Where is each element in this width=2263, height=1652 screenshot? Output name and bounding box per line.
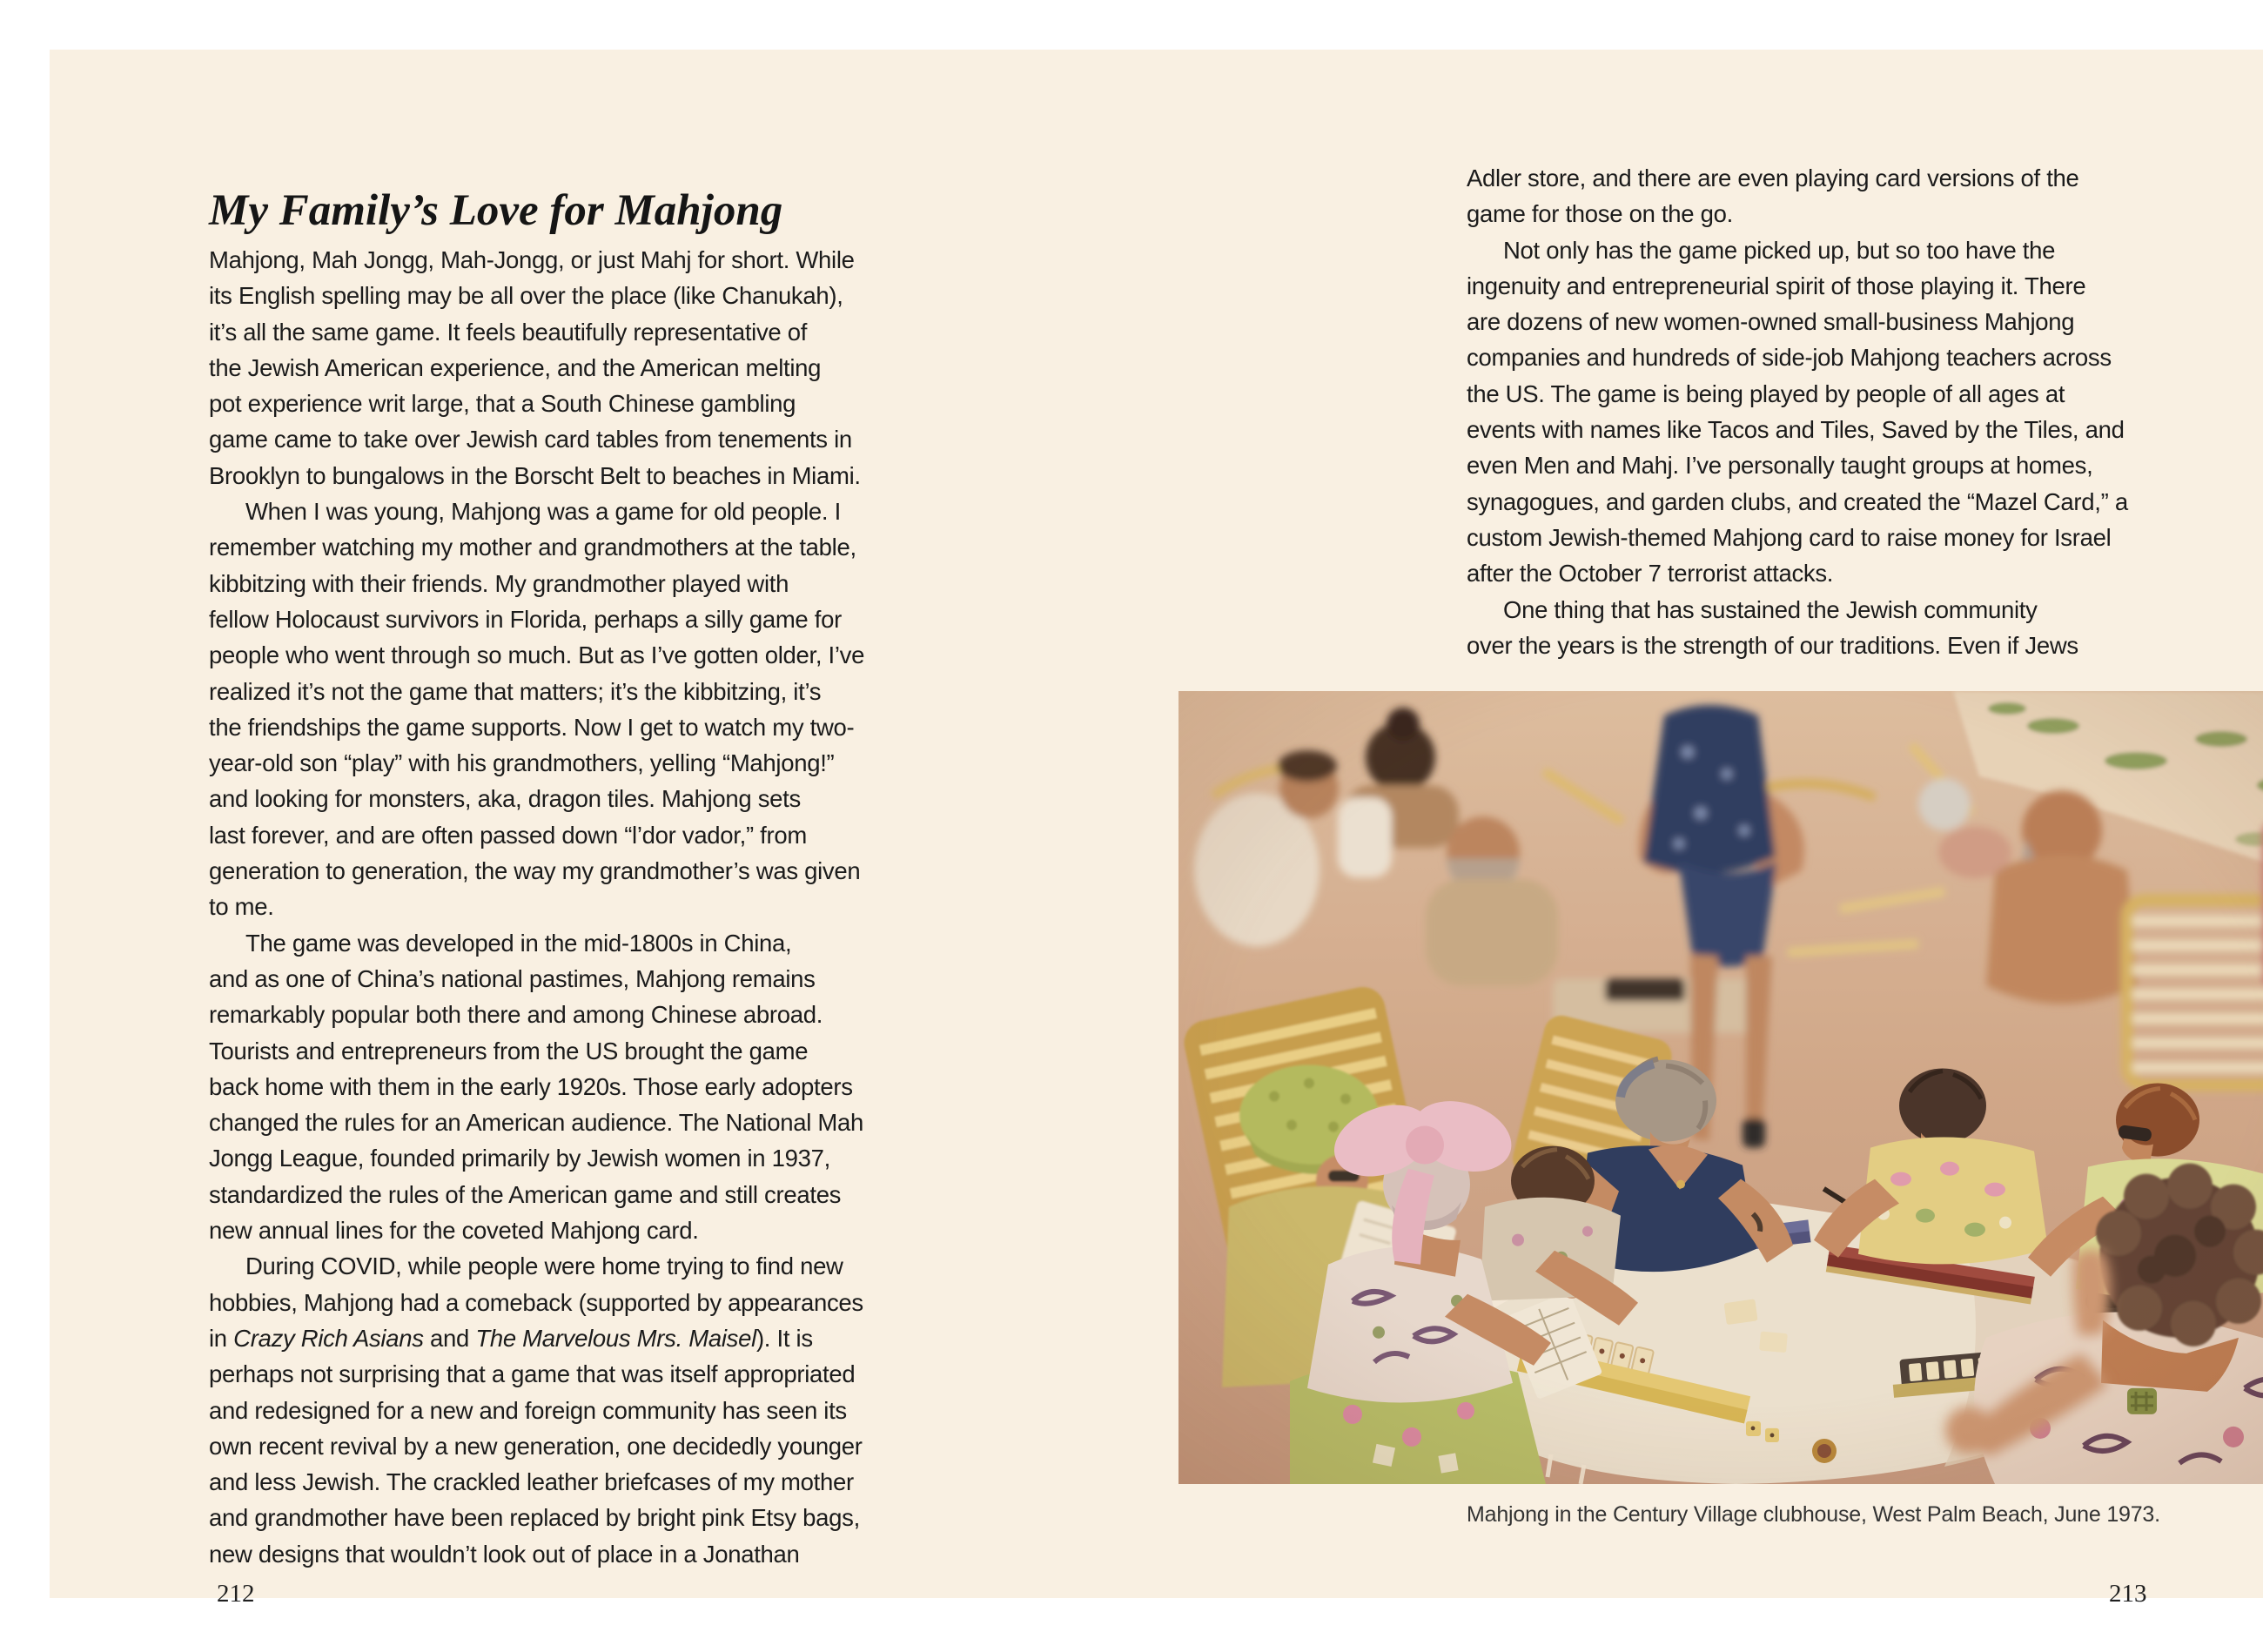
mahjong-photo: [1179, 691, 2263, 1484]
body-line: remarkably popular both there and among Chinese abroad.: [209, 1001, 823, 1029]
body-line: game came to take over Jewish card tables from tenements in: [209, 426, 852, 453]
body-line: last forever, and are often passed down “l’dor vador,” from: [209, 821, 807, 849]
body-line: are dozens of new women-owned small-business Mahjong: [1467, 308, 2075, 336]
body-paragraph: [209, 1248, 914, 1572]
body-line: Tourists and entrepreneurs from the US brought the game: [209, 1037, 809, 1064]
body-line: generation to generation, the way my grandmother’s was given: [209, 857, 861, 885]
body-line: hobbies, Mahjong had a comeback (supported by appearances: [209, 1288, 863, 1316]
body-line: new annual lines for the coveted Mahjong card.: [209, 1217, 699, 1245]
page-number-right: 213: [2109, 1580, 2147, 1608]
left-text-column: [209, 242, 914, 1572]
body-line: Adler store, and there are even playing card versions of the: [1467, 165, 2079, 191]
body-line: When I was young, Mahjong was a game for old people. I: [245, 498, 841, 526]
body-line: over the years is the strength of our traditions. Even if Jews: [1467, 631, 2078, 659]
mahjong-photo-illustration: [1179, 691, 2263, 1484]
body-line: During COVID, while people were home trying to find new: [245, 1252, 843, 1280]
page-number-left: 212: [217, 1580, 255, 1608]
body-paragraph: [1467, 232, 2163, 592]
body-line: and redesigned for a new and foreign community has seen its: [209, 1396, 847, 1424]
body-line: custom Jewish-themed Mahjong card to raise money for Israel: [1467, 523, 2112, 551]
body-line: the US. The game is being played by people of all ages at: [1467, 379, 2065, 407]
body-line: even Men and Mahj. I’ve personally taught groups at homes,: [1467, 452, 2093, 480]
photo-caption: Mahjong in the Century Village clubhouse, West Palm Beach, June 1973.: [1467, 1502, 2160, 1527]
body-line: Mahjong, Mah Jongg, Mah-Jongg, or just Mahj for short. While: [209, 246, 855, 273]
body-line: synagogues, and garden clubs, and created the “Mazel Card,” a: [1467, 487, 2128, 515]
body-line: fellow Holocaust survivors in Florida, perhaps a silly game for: [209, 605, 842, 633]
body-line: new designs that wouldn’t look out of place in a Jonathan: [209, 1540, 800, 1568]
body-line: kibbitzing with their friends. My grandmother played with: [209, 569, 789, 597]
body-line: realized it’s not the game that matters; it’s the kibbitzing, it’s: [209, 677, 822, 705]
page-spread-background: [50, 50, 2263, 1608]
body-paragraph: [209, 925, 914, 1249]
body-line: events with names like Tacos and Tiles, Saved by the Tiles, and: [1467, 416, 2125, 444]
body-line: and as one of China’s national pastimes, Mahjong remains: [209, 964, 816, 992]
body-line: its English spelling may be all over the place (like Chanukah),: [209, 282, 843, 310]
body-line: it’s all the same game. It feels beautifully representative of: [209, 318, 808, 346]
body-line: changed the rules for an American audience. The National Mah: [209, 1109, 863, 1137]
body-line: One thing that has sustained the Jewish community: [1503, 595, 2038, 623]
body-line: and grandmother have been replaced by bright pink Etsy bags,: [209, 1504, 860, 1532]
body-line: Brooklyn to bungalows in the Borscht Belt to beaches in Miami.: [209, 461, 861, 489]
body-line: own recent revival by a new generation, one decidedly younger: [209, 1432, 863, 1460]
body-line: after the October 7 terrorist attacks.: [1467, 560, 1834, 588]
body-line: standardized the rules of the American game and still creates: [209, 1180, 842, 1208]
body-line: the Jewish American experience, and the American melting: [209, 353, 822, 381]
body-line: in Crazy Rich Asians and The Marvelous Mrs. Maisel). It is: [209, 1324, 813, 1352]
body-line: the friendships the game supports. Now I get to watch my two-: [209, 713, 855, 741]
body-line: year-old son “play” with his grandmothers, yelling “Mahjong!”: [209, 749, 835, 777]
body-paragraph: [1467, 160, 2163, 232]
right-text-column: [1467, 160, 2163, 663]
body-line: Jongg League, founded primarily by Jewish women in 1937,: [209, 1145, 830, 1172]
body-paragraph: [209, 494, 914, 925]
body-line: perhaps not surprising that a game that was itself appropriated: [209, 1360, 856, 1388]
body-line: and less Jewish. The crackled leather briefcases of my mother: [209, 1468, 854, 1496]
chapter-title: My Family’s Love for Mahjong: [209, 186, 783, 236]
body-line: back home with them in the early 1920s. Those early adopters: [209, 1072, 853, 1100]
body-line: to me.: [209, 893, 274, 921]
body-line: game for those on the go.: [1467, 200, 1733, 228]
body-line: The game was developed in the mid-1800s in China,: [245, 929, 792, 957]
body-line: companies and hundreds of side-job Mahjong teachers across: [1467, 344, 2112, 372]
body-line: and looking for monsters, aka, dragon tiles. Mahjong sets: [209, 785, 801, 813]
body-line: people who went through so much. But as I’ve gotten older, I’ve: [209, 641, 865, 669]
body-line: ingenuity and entrepreneurial spirit of those playing it. There: [1467, 272, 2086, 299]
body-paragraph: [209, 242, 914, 494]
body-line: pot experience writ large, that a South Chinese gambling: [209, 390, 796, 418]
body-line: Not only has the game picked up, but so too have the: [1503, 236, 2056, 264]
body-paragraph: [1467, 592, 2163, 664]
body-line: remember watching my mother and grandmothers at the table,: [209, 534, 856, 561]
